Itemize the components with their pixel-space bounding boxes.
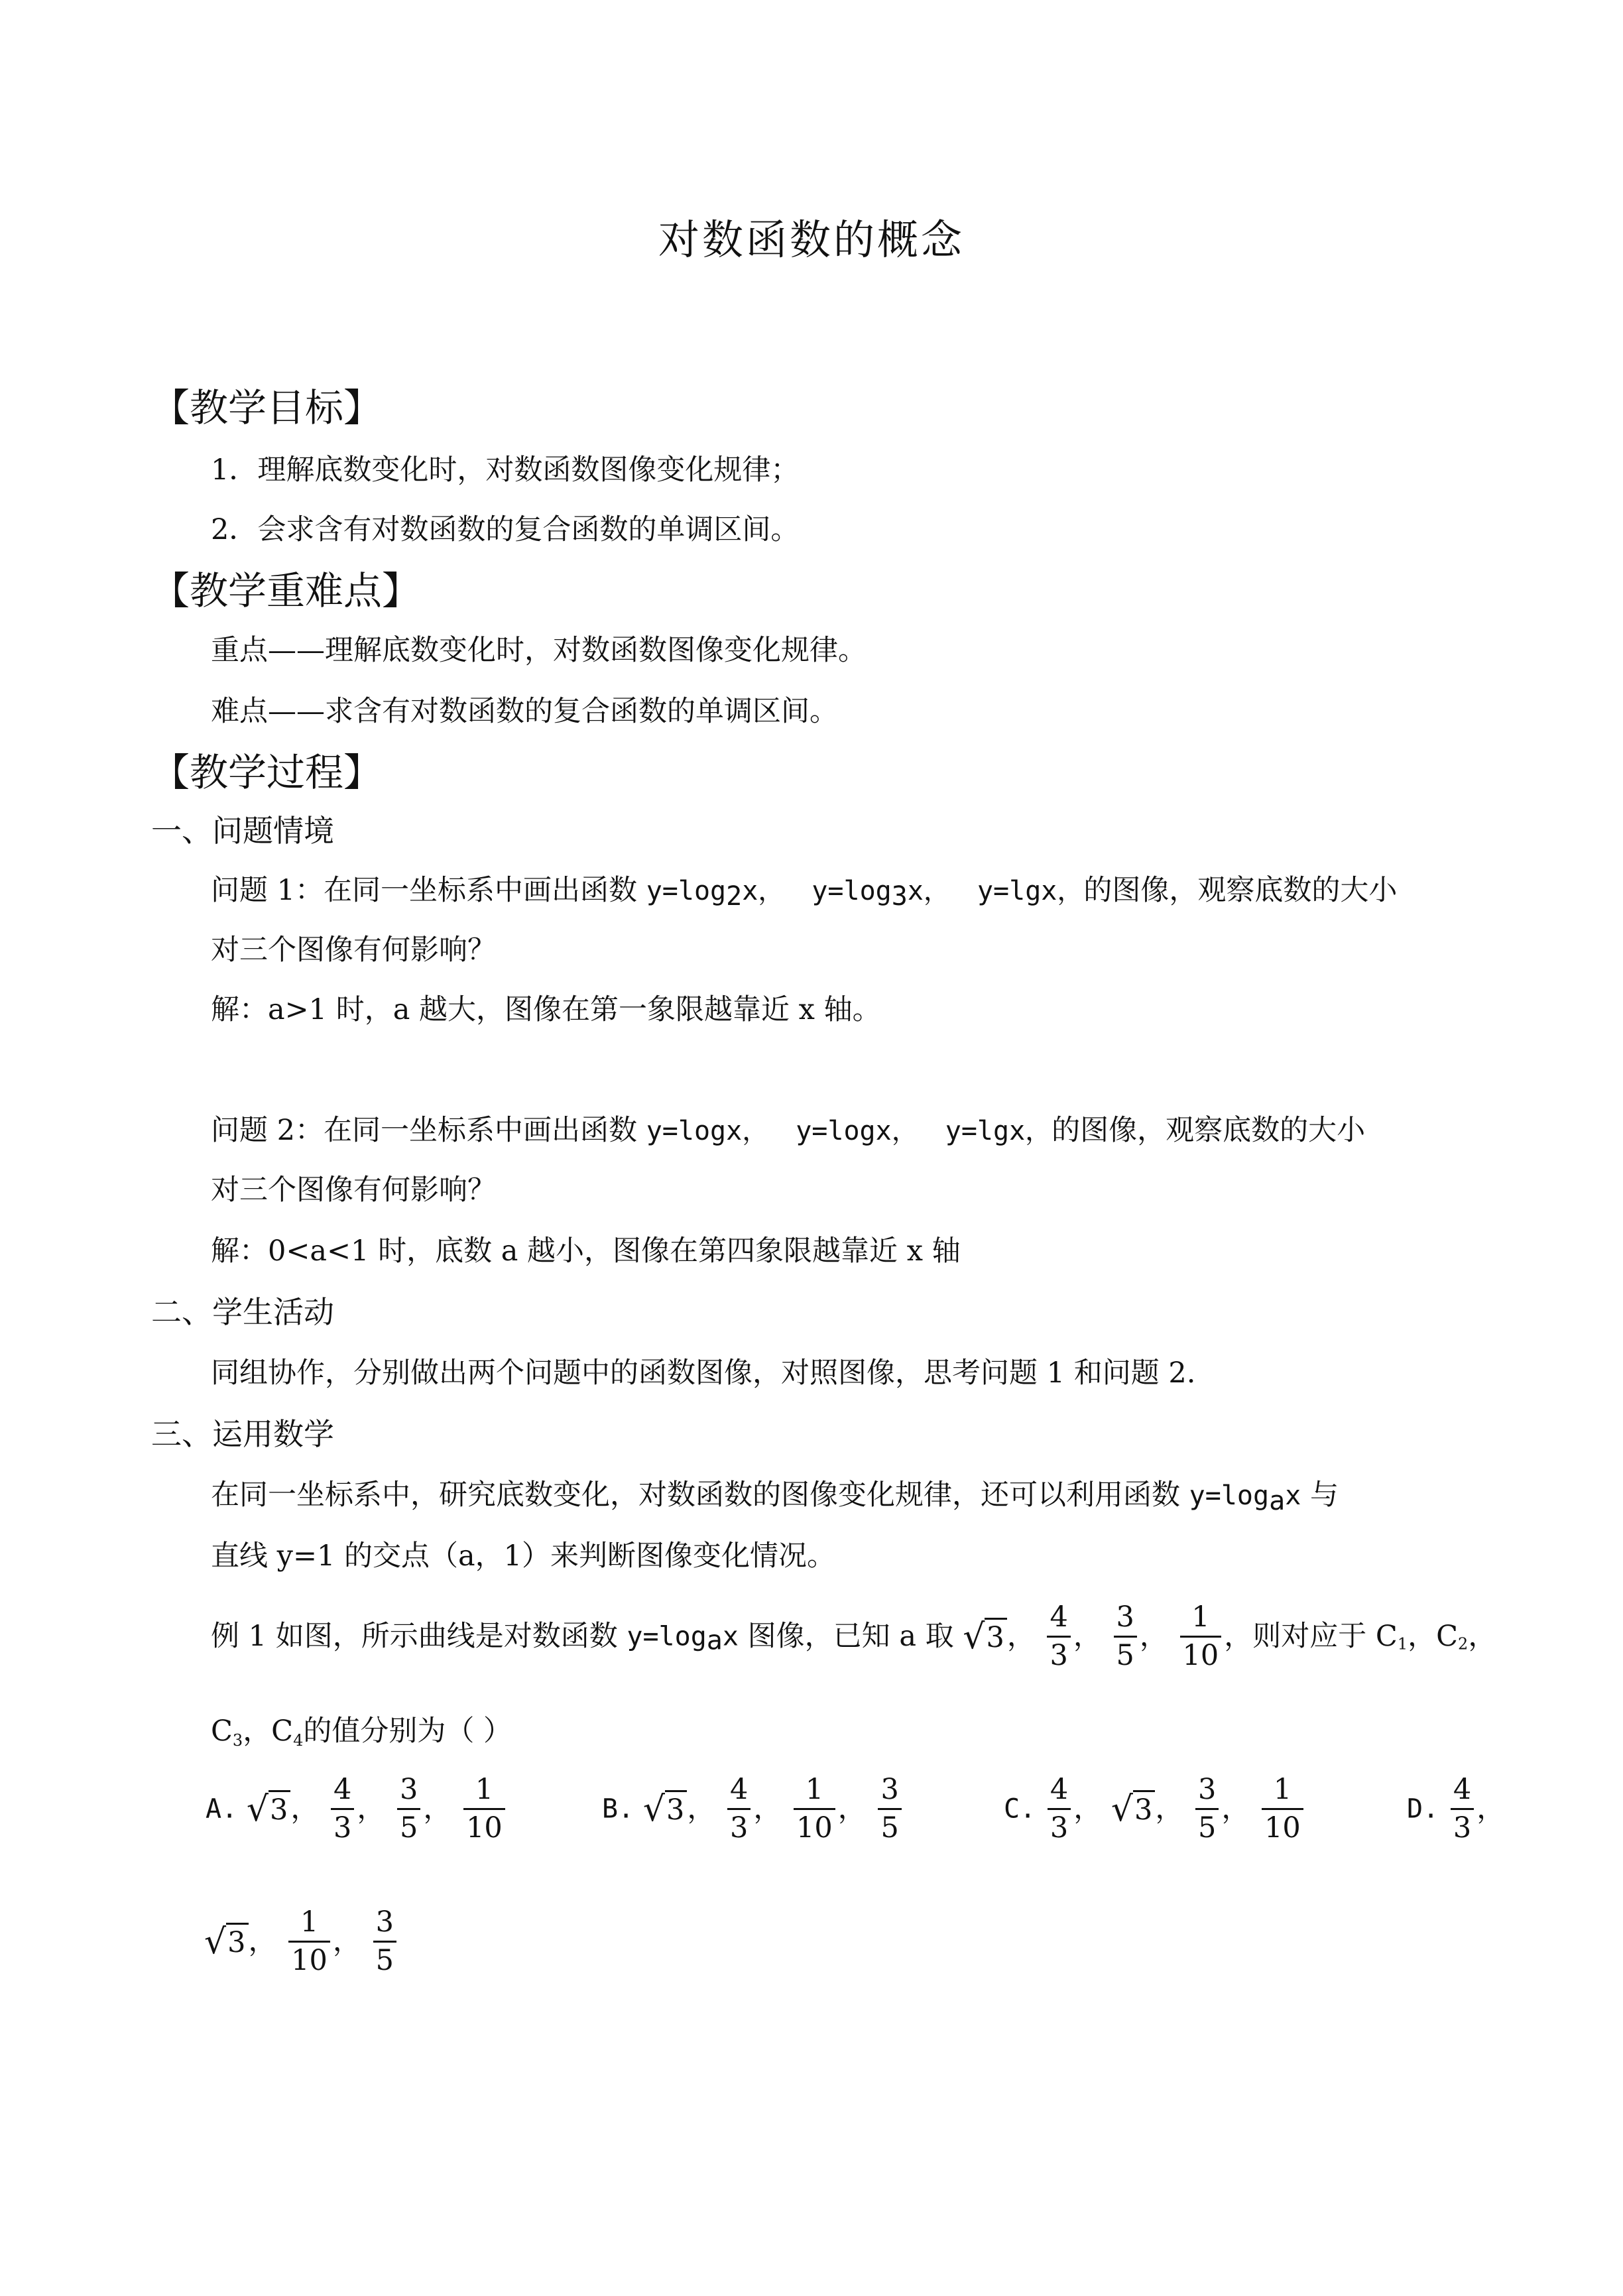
fraction-1-10: $\frac{1}{10}$ xyxy=(463,1776,505,1843)
question-1-line-1: 问题 1：在同一坐标系中画出函数 $y=\log_2x$， $y=\log_3x$， y=lgx，的图像，观察底数的大小 xyxy=(211,874,1398,912)
applied-math-line-2: 直线 y=1 的交点（a，1）来判断图像变化情况。 xyxy=(211,1540,836,1573)
key-point-text: 重点——理解底数变化时，对数函数图像变化规律。 xyxy=(211,634,867,667)
goal-item-2: 2．会求含有对数函数的复合函数的单调区间。 xyxy=(211,513,800,546)
fraction-1-10: $\frac{1}{10}$ xyxy=(1180,1603,1222,1670)
sqrt-3: √3 xyxy=(204,1925,249,1959)
section-2-heading: 二、学生活动 xyxy=(151,1294,334,1330)
fraction-1-10: $\frac{1}{10}$ xyxy=(1262,1776,1303,1843)
difficulty-text: 难点——求含有对数函数的复合函数的单调区间。 xyxy=(211,695,838,728)
sqrt-3: √3 xyxy=(1111,1792,1156,1827)
sqrt-3: √3 xyxy=(963,1620,1007,1654)
process-heading: 【教学过程】 xyxy=(151,750,383,795)
option-a: A. √3， $\frac{4}{3}$ ， $\frac{3}{5}$ ， $\frac{1}{10}$ xyxy=(206,1776,508,1843)
answer-1: 解：a>1 时，a 越大，图像在第一象限越靠近 x 轴。 xyxy=(211,993,881,1026)
fraction-4-3: $\frac{4}{3}$ xyxy=(727,1776,751,1843)
fraction-3-5: $\frac{3}{5}$ xyxy=(373,1908,396,1975)
fraction-1-10: $\frac{1}{10}$ xyxy=(288,1908,330,1975)
fraction-3-5: $\frac{3}{5}$ xyxy=(397,1776,420,1843)
fraction-4-3: $\frac{4}{3}$ xyxy=(1047,1603,1070,1670)
goal-item-1: 1．理解底数变化时，对数函数图像变化规律； xyxy=(211,453,800,487)
goals-heading: 【教学目标】 xyxy=(151,385,383,430)
sqrt-3: √3 xyxy=(247,1792,291,1827)
option-c: C. $\frac{4}{3}$ ， √3， $\frac{3}{5}$ ， $\frac{1}{10}$ xyxy=(1004,1776,1306,1843)
fraction-3-5: $\frac{3}{5}$ xyxy=(1195,1776,1219,1843)
key-points-heading: 【教学重难点】 xyxy=(151,568,421,613)
student-activity-text: 同组协作，分别做出两个问题中的函数图像，对照图像，思考问题 1 和问题 2. xyxy=(211,1357,1196,1390)
option-b: B. √3， $\frac{4}{3}$ ， $\frac{1}{10}$ ， $\frac{3}{5}$ xyxy=(602,1776,904,1843)
option-d: D. $\frac{4}{3}$ ， xyxy=(1407,1773,1506,1844)
page-title: 对数函数的概念 xyxy=(658,215,965,264)
option-d-continued: √3， $\frac{1}{10}$ ， $\frac{3}{5}$ xyxy=(204,1908,399,1975)
fraction-4-3: $\frac{4}{3}$ xyxy=(1451,1776,1474,1843)
answer-2: 解：0<a<1 时，底数 a 越小，图像在第四象限越靠近 x 轴 xyxy=(211,1235,961,1268)
section-1-heading: 一、问题情境 xyxy=(151,813,334,849)
question-2-line-1: 问题 2：在同一坐标系中画出函数 y=logx， y=logx， y=lgx，的图像，观察底数的大小 xyxy=(211,1114,1366,1147)
section-3-heading: 三、运用数学 xyxy=(151,1416,334,1452)
example-1-line-2: $C_3$，$C_4$的值分别为（ ） xyxy=(211,1715,512,1750)
question-1-line-2: 对三个图像有何影响？ xyxy=(211,934,496,967)
fraction-4-3: $\frac{4}{3}$ xyxy=(331,1776,354,1843)
fraction-3-5: $\frac{3}{5}$ xyxy=(878,1776,901,1843)
applied-math-line-1: 在同一坐标系中，研究底数变化，对数函数的图像变化规律，还可以利用函数 $y=\log_ax$ 与 xyxy=(211,1479,1339,1516)
example-1-line-1: 例 1 如图，所示曲线是对数函数 $y=\log_ax$ 图像，已知 a 取 √3， $\frac{4}{3}$ ， $\frac{3}{5}$ ， $\frac{1}{10}$ ，则对应于 $C_1$，$C_2$， xyxy=(211,1601,1497,1672)
fraction-4-3: $\frac{4}{3}$ xyxy=(1048,1776,1071,1843)
fraction-1-10: $\frac{1}{10}$ xyxy=(794,1776,835,1843)
question-2-line-2: 对三个图像有何影响？ xyxy=(211,1174,496,1207)
fraction-3-5: $\frac{3}{5}$ xyxy=(1114,1603,1137,1670)
sqrt-3: √3 xyxy=(643,1792,688,1827)
